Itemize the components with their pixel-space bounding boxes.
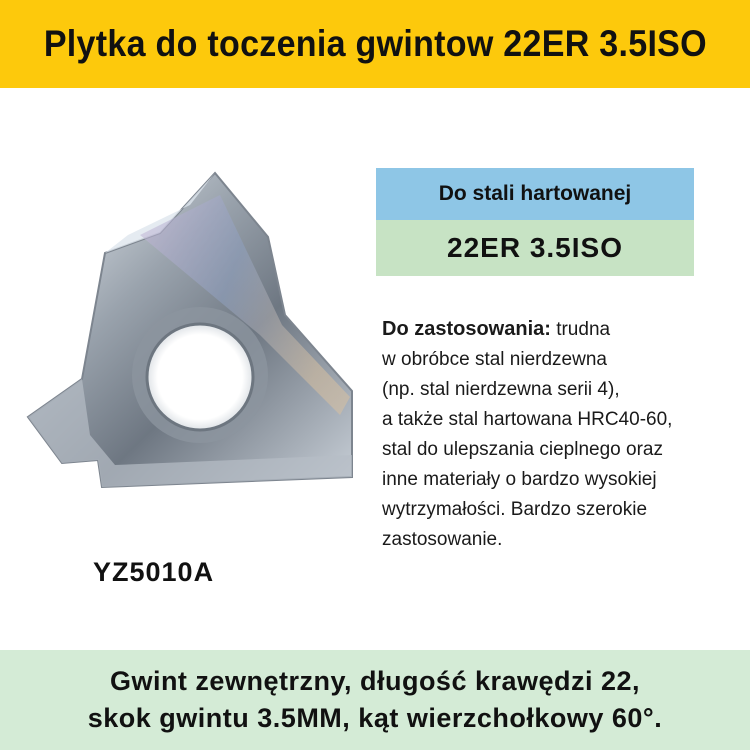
description-lead: Do zastosowania:	[382, 318, 551, 340]
footer-line-2: skok gwintu 3.5MM, kąt wierzchołkowy 60°.	[87, 703, 663, 733]
description-line-2: w obróbce stal nierdzewna	[382, 349, 607, 370]
insert-hole	[147, 324, 253, 430]
threading-insert-image	[20, 165, 365, 495]
title-banner	[0, 0, 750, 88]
spec-label: 22ER 3.5ISO	[376, 220, 694, 276]
spec-box	[376, 168, 694, 276]
description-line-6: inne materiały o bardzo wysokiej	[382, 469, 657, 490]
description-line-1: Do zastosowania: trudna	[382, 318, 611, 340]
description-line-4: a także stal hartowana HRC40-60,	[382, 409, 673, 430]
description-line-5: stal do ulepszania cieplnego oraz	[382, 439, 663, 460]
model-code: YZ5010A	[93, 557, 215, 587]
footer-banner	[0, 650, 750, 750]
footer-line-1: Gwint zewnętrzny, długość krawędzi 22,	[109, 666, 641, 696]
page-title: Plytka do toczenia gwintow 22ER 3.5ISO	[43, 23, 707, 64]
description-line-7: wytrzymałości. Bardzo szerokie	[382, 499, 648, 520]
material-label: Do stali hartowanej	[376, 168, 694, 220]
description-line-8: zastosowanie.	[382, 529, 503, 550]
description-line-3: (np. stal nierdzewna serii 4),	[382, 379, 620, 400]
description	[382, 314, 722, 555]
